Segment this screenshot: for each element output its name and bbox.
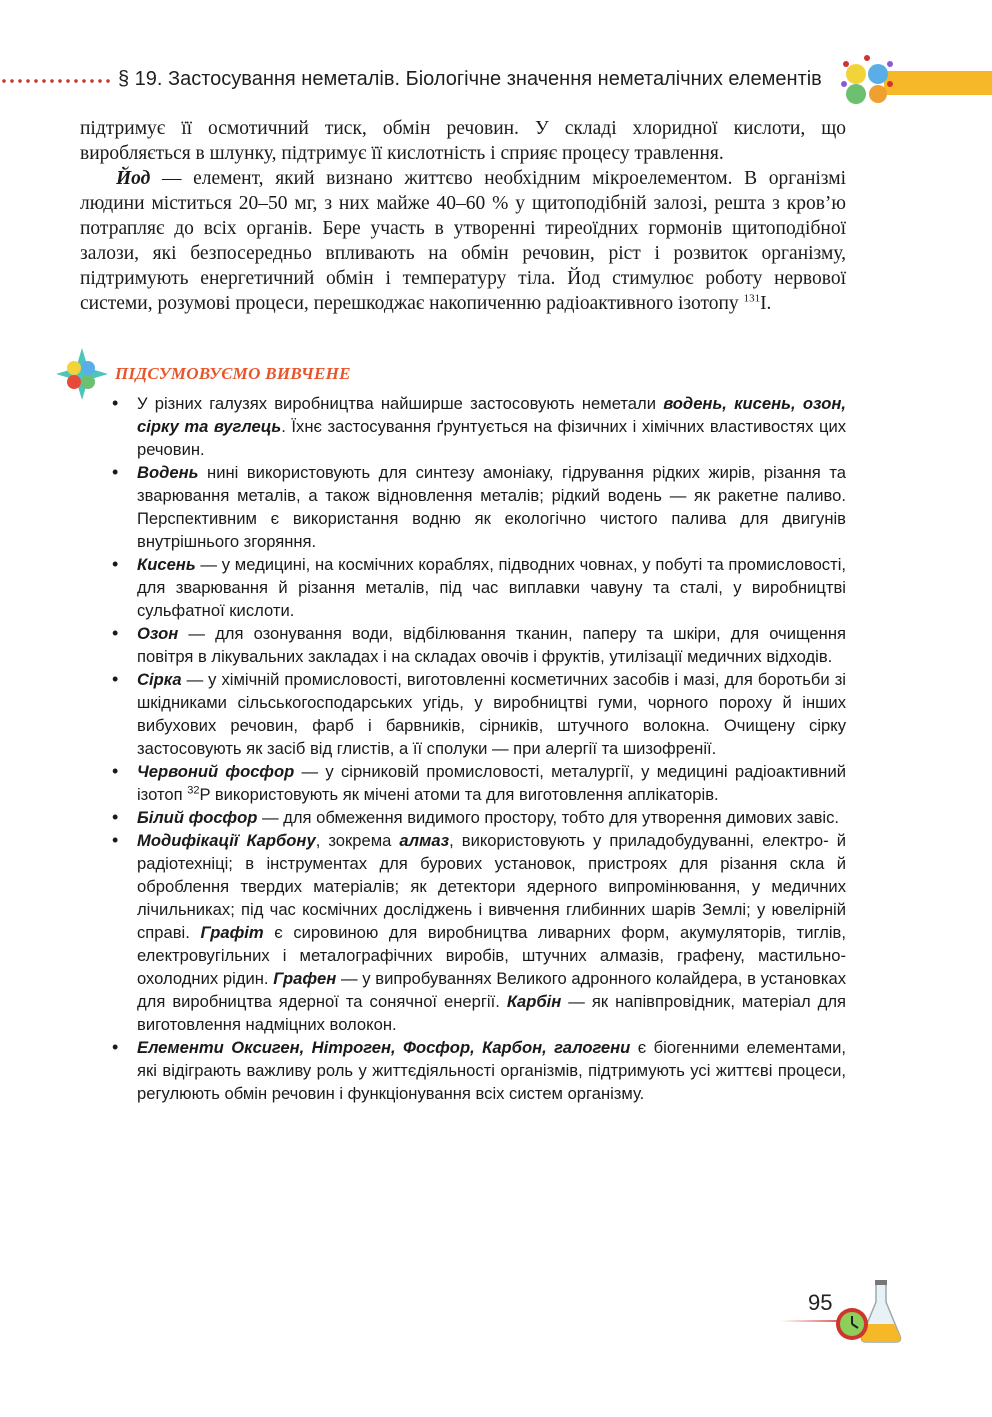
term-iodine: Йод <box>116 168 151 189</box>
body-text <box>80 116 846 316</box>
summary-list <box>110 392 846 1105</box>
page-number: 95 <box>808 1290 833 1315</box>
molecule-icon <box>840 54 896 110</box>
list-item: • Модифікації Карбону, зокрема алмаз, використовують у приладобудуванні, електро- й радіотехніці; в інструментах для бурових установок, пристроях для різання скла й оброблення твердих матеріалів; як детектори ядерного випромінювання, у медичних лічильниках; під час космічних досліджень і вивчення глибинних шарів Землі; у ювелірній справі. Графіт є сировиною для виробництва ливарних форм, акумуляторів, тиглів, електровугільних і металографічних виробів, штучних алмазів, графену, мастильно-охолодних рідин. Графен — у випробуваннях Великого адронного колайдера, в установках для виробництва ядерної та сонячної енергії. Карбін — як напівпровідник, матеріал для виготовлення надміцних волокон. <box>110 829 846 1036</box>
paragraph-iodine <box>80 166 846 316</box>
list-item: • Водень нині використовують для синтезу амоніаку, гідрування рідких жирів, різання та зварювання металів, а також відновлення металів; рідкий водень — як ракетне паливо. Перспективним є використання водню як екологічно чистого палива для двигунів внутрішнього згоряння. <box>110 461 846 553</box>
isotope-mass-number: 131 <box>743 292 761 305</box>
list-item: • Озон — для озонування води, відбілювання тканин, паперу та шкіри, для очищення повітря в лікувальних закладах і на складах овочів і фруктів, утилізації медичних відходів. <box>110 622 846 668</box>
list-item: • Білий фосфор — для обмеження видимого простору, тобто для утворення димових завіс. <box>110 806 846 829</box>
list-item: • У різних галузях виробництва найширше застосовують неметали водень, кисень, озон, сірку та вуглець. Їхнє застосування ґрунтується на фізичних і хімічних властивостях цих речовин. <box>110 392 846 461</box>
page-header <box>0 62 992 102</box>
summary-heading: ПІДСУМОВУЄМО ВИВЧЕНЕ <box>115 364 351 383</box>
flask-clock-icon <box>826 1280 902 1346</box>
list-item: • Сірка — у хімічній промисловості, виготовленні косметичних засобів і мазі, для боротьби зі шкідниками сільськогосподарських угідь, у виробництві гуми, чорного пороху й інших вибухових речовин, фарб і барвників, сірників, штучного волокна. Очищену сірку застосовують як засіб від глистів, а її сполуки — при алергії та шизофренії. <box>110 668 846 760</box>
molecule-summary-icon <box>54 346 110 402</box>
list-item: • Червоний фосфор — у сірниковій промисловості, металургії, у медицині радіоактивний ізотоп $^{32}$P використовують як мічені атоми та для виготовлення аплікаторів. <box>110 760 846 806</box>
chapter-title: § 19. Застосування неметалів. Біологічне значення неметалічних елементів <box>118 68 822 90</box>
header-dotted-line <box>0 78 112 84</box>
paragraph-chlorine: підтримує її осмотичний тиск, обмін речовин. У складі хлоридної кислоти, що виробляється в шлунку, підтримує її кислотність і сприяє процесу травлення. <box>80 118 846 164</box>
iodine-symbol: I. <box>760 293 772 314</box>
list-item: • Елементи Оксиген, Нітроген, Фосфор, Карбон, галогени є біогенними елементами, які відіграють важливу роль у життєдіяльності організмів, підтримують усі життєві процеси, регулюють обмін речовин і функціонування всіх систем організму. <box>110 1036 846 1105</box>
header-accent-bar <box>884 71 992 95</box>
list-item: • Кисень — у медицині, на космічних кораблях, підводних човнах, у побуті та промисловості, для зварювання й різання металів, під час виплавки чавуну та сталі, у виробництві сульфатної кислоти. <box>110 553 846 622</box>
iodine-text: — елемент, який визнано життєво необхідним мікроелементом. В організмі людини міститься 20–50 мг, з них майже 40–60 % у щитоподібній залозі, решта з кров’ю потрапляє до всіх органів. Бере участь в утворенні тиреоїдних гормонів щитоподібної залози, які безпосередньо впливають на обмін речовин, ріст і розвиток організму, підтримують енергетичний обмін і температуру тіла. Йод стимулює роботу нервової системи, розумові процеси, перешкоджає накопиченню радіоактивного ізотопу <box>80 168 846 314</box>
